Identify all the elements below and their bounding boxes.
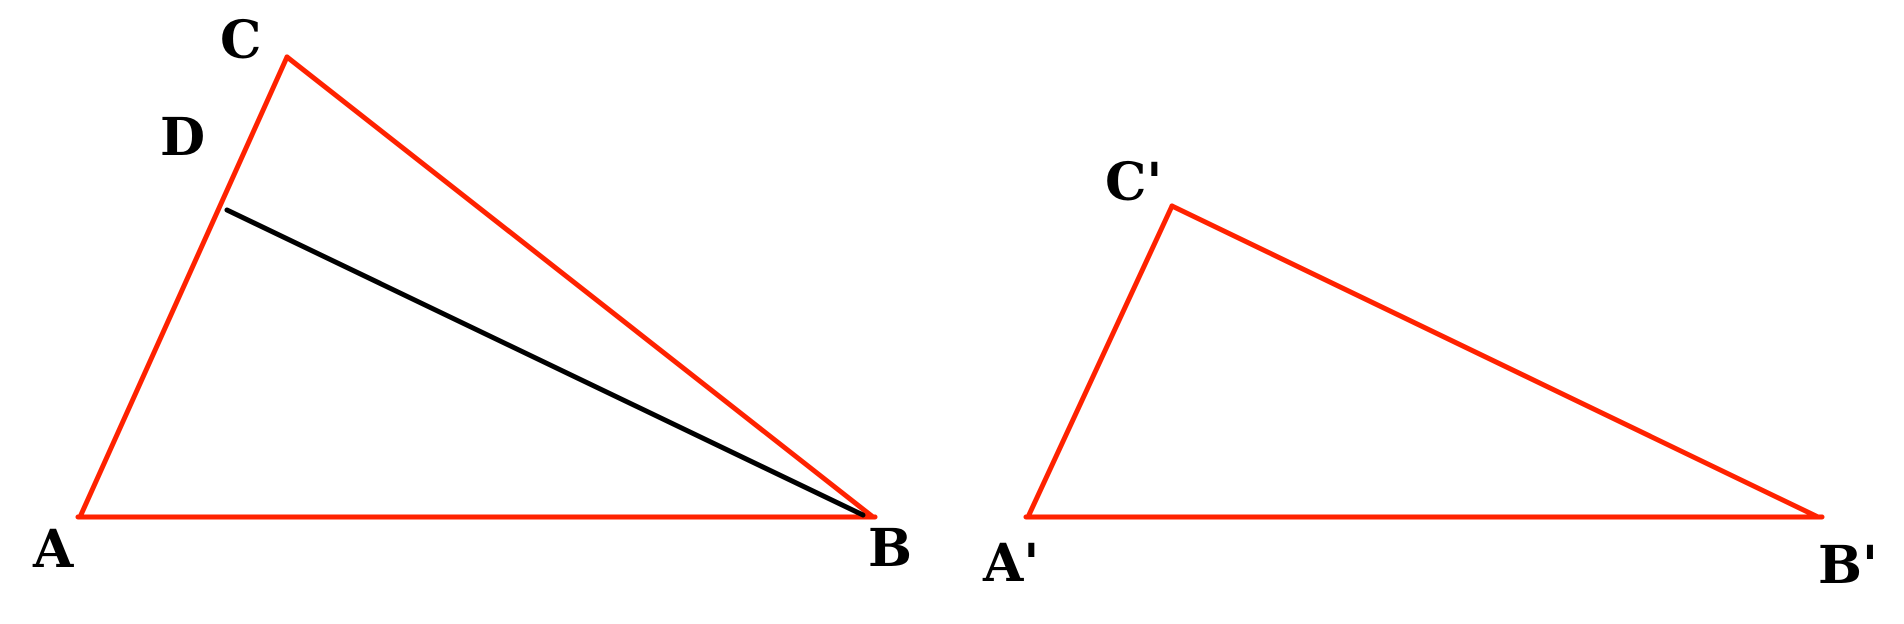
triangle-a-prime-b-prime-c-prime bbox=[1026, 206, 1822, 517]
label-vertex-a: A bbox=[33, 519, 74, 580]
side-b-prime-c-prime bbox=[1172, 206, 1818, 517]
label-vertex-b-prime: B' bbox=[1818, 535, 1878, 596]
side-a-prime-c-prime bbox=[1028, 206, 1172, 517]
label-vertex-c-prime: C' bbox=[1105, 152, 1163, 213]
segment-bd bbox=[227, 210, 863, 515]
label-point-d: D bbox=[160, 107, 206, 168]
label-vertex-c: C bbox=[220, 10, 262, 71]
side-bc bbox=[287, 57, 873, 517]
label-vertex-a-prime: A' bbox=[983, 533, 1040, 594]
label-vertex-b: B bbox=[868, 518, 912, 579]
